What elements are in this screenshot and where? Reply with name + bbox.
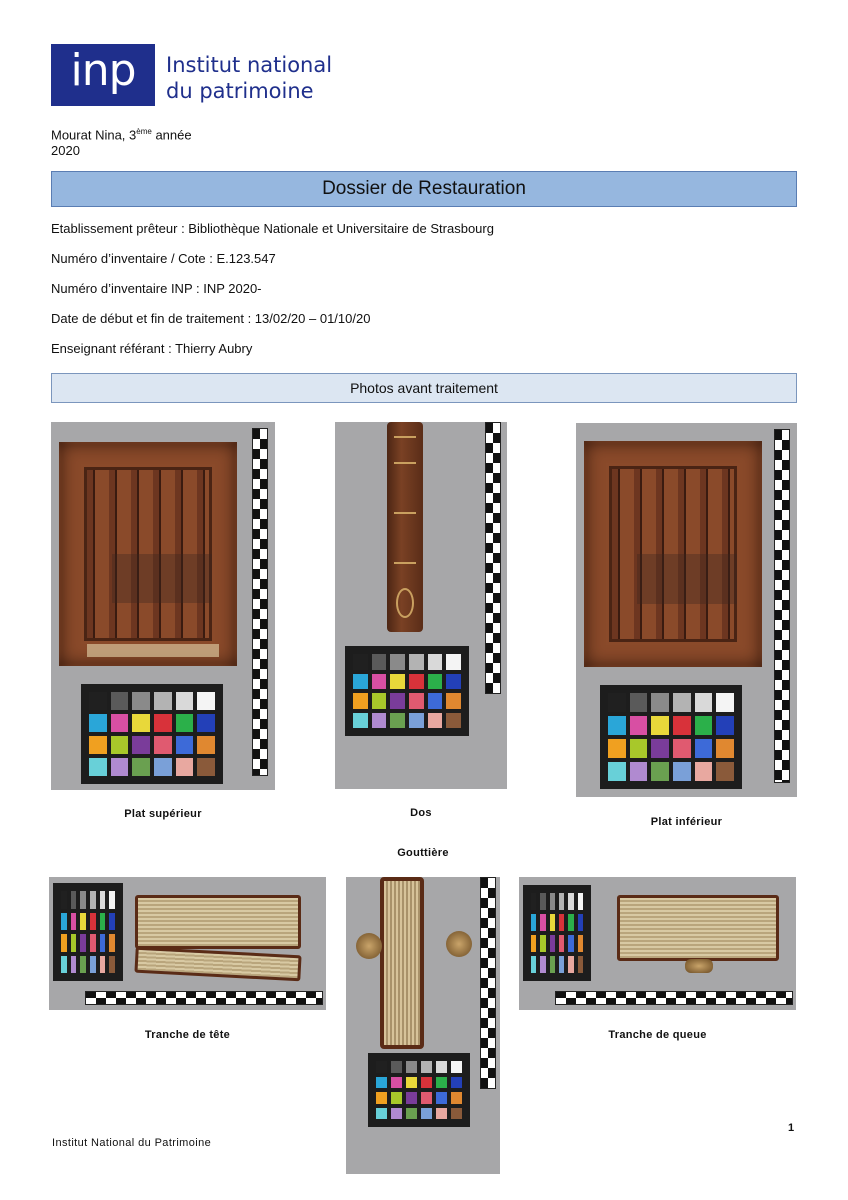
color-swatch bbox=[436, 1077, 447, 1089]
logo-abbr: inp bbox=[70, 45, 136, 96]
color-swatch bbox=[391, 1077, 402, 1089]
color-checker bbox=[523, 885, 591, 981]
field-lender: Etablissement prêteur : Bibliothèque Nationale et Universitaire de Strasbourg bbox=[51, 221, 494, 236]
color-swatch bbox=[100, 913, 106, 931]
color-swatch bbox=[673, 762, 691, 781]
color-swatch bbox=[353, 654, 368, 670]
field-inp-number: Numéro d’inventaire INP : INP 2020- bbox=[51, 281, 262, 296]
color-swatch bbox=[559, 914, 564, 931]
photo-dos bbox=[335, 422, 507, 789]
color-swatch bbox=[550, 893, 555, 910]
color-swatch bbox=[90, 934, 96, 952]
field-call-number: Numéro d’inventaire / Cote : E.123.547 bbox=[51, 251, 276, 266]
book-cover bbox=[584, 441, 762, 667]
color-swatch bbox=[540, 914, 545, 931]
color-swatch bbox=[409, 713, 424, 729]
color-swatch bbox=[578, 956, 583, 973]
color-swatch bbox=[176, 758, 194, 776]
book-edge-board bbox=[134, 947, 301, 982]
color-swatch bbox=[630, 693, 648, 712]
color-swatch bbox=[100, 956, 106, 974]
author-year: 2020 bbox=[51, 143, 80, 159]
scale-ruler bbox=[252, 428, 268, 776]
color-swatch bbox=[61, 913, 67, 931]
color-swatch bbox=[100, 934, 106, 952]
color-swatch bbox=[550, 914, 555, 931]
color-swatch bbox=[71, 913, 77, 931]
clasp bbox=[685, 959, 713, 973]
color-checker bbox=[368, 1053, 470, 1127]
color-swatch bbox=[550, 935, 555, 952]
color-swatch bbox=[61, 891, 67, 909]
color-swatch bbox=[531, 893, 536, 910]
color-swatch bbox=[578, 914, 583, 931]
color-swatch bbox=[451, 1077, 462, 1089]
photo-tranche-tete bbox=[49, 877, 326, 1010]
color-swatch bbox=[390, 654, 405, 670]
color-swatch bbox=[673, 739, 691, 758]
color-swatch bbox=[531, 914, 536, 931]
color-swatch bbox=[578, 893, 583, 910]
color-checker bbox=[53, 883, 123, 981]
caption-tranche-tete: Tranche de tête bbox=[144, 1029, 231, 1041]
color-swatch bbox=[100, 891, 106, 909]
color-swatch bbox=[197, 692, 215, 710]
color-swatch bbox=[61, 934, 67, 952]
book-spine bbox=[387, 422, 423, 632]
clasp bbox=[446, 931, 472, 957]
color-swatch bbox=[428, 674, 443, 690]
color-swatch bbox=[89, 758, 107, 776]
color-swatch bbox=[154, 736, 172, 754]
color-swatch bbox=[197, 758, 215, 776]
color-swatch bbox=[376, 1061, 387, 1073]
color-swatch bbox=[568, 956, 573, 973]
color-swatch bbox=[716, 762, 734, 781]
color-swatch bbox=[376, 1092, 387, 1104]
color-swatch bbox=[132, 692, 150, 710]
caption-plat-inferieur: Plat inférieur bbox=[650, 816, 723, 828]
logo-line-2: du patrimoine bbox=[166, 79, 314, 103]
color-swatch bbox=[80, 891, 86, 909]
scale-ruler bbox=[485, 422, 501, 694]
color-swatch bbox=[451, 1092, 462, 1104]
color-swatch bbox=[540, 956, 545, 973]
color-swatch bbox=[550, 956, 555, 973]
color-swatch bbox=[436, 1108, 447, 1120]
clasp bbox=[356, 933, 382, 959]
color-swatch bbox=[409, 654, 424, 670]
color-swatch bbox=[540, 893, 545, 910]
page-number: 1 bbox=[788, 1122, 795, 1134]
color-swatch bbox=[673, 716, 691, 735]
color-swatch bbox=[376, 1077, 387, 1089]
color-swatch bbox=[531, 956, 536, 973]
color-swatch bbox=[716, 716, 734, 735]
color-swatch bbox=[608, 693, 626, 712]
color-swatch bbox=[176, 692, 194, 710]
color-swatch bbox=[111, 758, 129, 776]
color-swatch bbox=[608, 762, 626, 781]
logo-name bbox=[166, 52, 332, 104]
color-swatch bbox=[651, 739, 669, 758]
color-swatch bbox=[372, 713, 387, 729]
scale-ruler bbox=[555, 991, 793, 1005]
color-swatch bbox=[428, 713, 443, 729]
book-cover bbox=[59, 442, 237, 666]
color-swatch bbox=[409, 674, 424, 690]
author-block bbox=[51, 124, 192, 159]
book-fore-edge bbox=[380, 877, 424, 1049]
color-swatch bbox=[630, 716, 648, 735]
color-swatch bbox=[421, 1077, 432, 1089]
color-swatch bbox=[695, 693, 713, 712]
color-swatch bbox=[71, 934, 77, 952]
caption-gouttiere: Gouttière bbox=[397, 847, 449, 859]
scale-ruler bbox=[480, 877, 496, 1089]
color-swatch bbox=[353, 693, 368, 709]
color-swatch bbox=[409, 693, 424, 709]
color-swatch bbox=[61, 956, 67, 974]
color-swatch bbox=[651, 762, 669, 781]
color-swatch bbox=[372, 674, 387, 690]
color-swatch bbox=[568, 935, 573, 952]
color-swatch bbox=[154, 714, 172, 732]
color-swatch bbox=[109, 913, 115, 931]
caption-plat-superieur: Plat supérieur bbox=[124, 808, 202, 820]
color-swatch bbox=[372, 693, 387, 709]
color-swatch bbox=[568, 914, 573, 931]
color-checker bbox=[345, 646, 469, 736]
caption-tranche-queue: Tranche de queue bbox=[608, 1029, 707, 1041]
color-swatch bbox=[391, 1061, 402, 1073]
field-teacher: Enseignant référant : Thierry Aubry bbox=[51, 341, 253, 356]
photo-plat-inferieur bbox=[576, 423, 797, 797]
color-swatch bbox=[540, 935, 545, 952]
section-title: Photos avant traitement bbox=[51, 373, 797, 403]
color-swatch bbox=[406, 1077, 417, 1089]
footer-institution: Institut National du Patrimoine bbox=[52, 1137, 212, 1149]
color-swatch bbox=[154, 758, 172, 776]
color-swatch bbox=[154, 692, 172, 710]
color-swatch bbox=[132, 758, 150, 776]
color-swatch bbox=[109, 956, 115, 974]
color-swatch bbox=[451, 1108, 462, 1120]
color-swatch bbox=[391, 1108, 402, 1120]
scale-ruler bbox=[774, 429, 790, 783]
color-swatch bbox=[90, 956, 96, 974]
color-swatch bbox=[197, 736, 215, 754]
color-checker bbox=[600, 685, 742, 789]
logo-line-1: Institut national bbox=[166, 53, 333, 77]
color-swatch bbox=[608, 716, 626, 735]
color-swatch bbox=[716, 739, 734, 758]
color-swatch bbox=[421, 1061, 432, 1073]
color-swatch bbox=[421, 1092, 432, 1104]
color-swatch bbox=[80, 913, 86, 931]
color-swatch bbox=[559, 935, 564, 952]
color-swatch bbox=[132, 714, 150, 732]
caption-dos: Dos bbox=[410, 807, 432, 819]
color-swatch bbox=[111, 714, 129, 732]
color-swatch bbox=[716, 693, 734, 712]
color-swatch bbox=[390, 713, 405, 729]
color-swatch bbox=[695, 716, 713, 735]
color-swatch bbox=[197, 714, 215, 732]
color-swatch bbox=[428, 654, 443, 670]
color-swatch bbox=[89, 692, 107, 710]
color-checker bbox=[81, 684, 223, 784]
color-swatch bbox=[80, 956, 86, 974]
photo-plat-superieur bbox=[51, 422, 275, 790]
color-swatch bbox=[568, 893, 573, 910]
color-swatch bbox=[446, 654, 461, 670]
color-swatch bbox=[353, 713, 368, 729]
field-treatment-dates: Date de début et fin de traitement : 13/02/20 – 01/10/20 bbox=[51, 311, 371, 326]
color-swatch bbox=[673, 693, 691, 712]
color-swatch bbox=[391, 1092, 402, 1104]
book-edge bbox=[135, 895, 301, 949]
color-swatch bbox=[109, 891, 115, 909]
color-swatch bbox=[372, 654, 387, 670]
inp-logo bbox=[51, 44, 155, 106]
color-swatch bbox=[406, 1061, 417, 1073]
color-swatch bbox=[578, 935, 583, 952]
color-swatch bbox=[428, 693, 443, 709]
color-swatch bbox=[111, 692, 129, 710]
color-swatch bbox=[559, 893, 564, 910]
color-swatch bbox=[176, 736, 194, 754]
color-swatch bbox=[132, 736, 150, 754]
color-swatch bbox=[89, 714, 107, 732]
color-swatch bbox=[630, 739, 648, 758]
color-swatch bbox=[436, 1061, 447, 1073]
scale-ruler bbox=[85, 991, 323, 1005]
color-swatch bbox=[446, 693, 461, 709]
color-swatch bbox=[451, 1061, 462, 1073]
color-swatch bbox=[651, 716, 669, 735]
color-swatch bbox=[176, 714, 194, 732]
color-swatch bbox=[559, 956, 564, 973]
color-swatch bbox=[90, 891, 96, 909]
color-swatch bbox=[111, 736, 129, 754]
book-edge bbox=[617, 895, 779, 961]
color-swatch bbox=[446, 674, 461, 690]
photo-tranche-queue bbox=[519, 877, 796, 1010]
color-swatch bbox=[630, 762, 648, 781]
color-swatch bbox=[436, 1092, 447, 1104]
color-swatch bbox=[71, 891, 77, 909]
color-swatch bbox=[608, 739, 626, 758]
color-swatch bbox=[446, 713, 461, 729]
color-swatch bbox=[421, 1108, 432, 1120]
color-swatch bbox=[531, 935, 536, 952]
color-swatch bbox=[390, 674, 405, 690]
color-swatch bbox=[695, 762, 713, 781]
color-swatch bbox=[376, 1108, 387, 1120]
color-swatch bbox=[89, 736, 107, 754]
document-title: Dossier de Restauration bbox=[51, 171, 797, 207]
color-swatch bbox=[353, 674, 368, 690]
color-swatch bbox=[90, 913, 96, 931]
color-swatch bbox=[390, 693, 405, 709]
color-swatch bbox=[109, 934, 115, 952]
color-swatch bbox=[80, 934, 86, 952]
color-swatch bbox=[406, 1108, 417, 1120]
color-swatch bbox=[71, 956, 77, 974]
color-swatch bbox=[651, 693, 669, 712]
photo-gouttiere bbox=[346, 877, 500, 1174]
color-swatch bbox=[695, 739, 713, 758]
author-name: Mourat Nina, 3ème année bbox=[51, 127, 192, 143]
color-swatch bbox=[406, 1092, 417, 1104]
